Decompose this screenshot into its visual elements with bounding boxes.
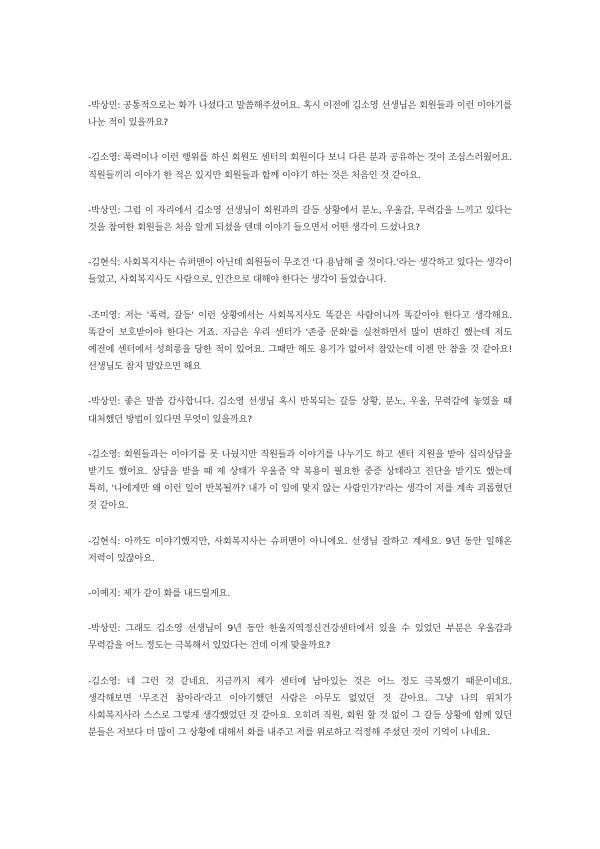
transcript-paragraph: -박상민: 그래도 김소영 선생님이 9년 동안 한울지역정신건강센터에서 있을 수 있었던 부분은 우울감과 무력감을 어느 정도는 극복해서 있었다는 건데 이게 맞을까요? bbox=[88, 623, 512, 652]
transcript-paragraph: -김소영: 네 그런 것 같네요. 지금까지 제가 센터에 남아있는 것은 어느 정도 극복했기 때문이네요. 생각해보면 '무조건 참아라'라고 이야기했던 사람은 아무도 없었던 것 같아요. 그냥 나의 위치가 사회복지사라 스스로 그렇게 생각했었던 것 같아요. 오히려 직원, 회원 할 것 없이 그 갈등 상황에 함께 있던 분들은 저보다 더 많이 그 상황에 대해서 화를 내주고 저를 위로하고 걱정해 주셨던 것이 기억이 나네요. bbox=[88, 675, 512, 739]
transcript-paragraph: -김현식: 아까도 이야기했지만, 사회복지사는 슈퍼맨이 아니에요. 선생님 잘하고 계세요. 9년 동안 일해온 저력이 있잖아요. bbox=[88, 535, 512, 564]
transcript-paragraph: -김소영: 폭력이나 이런 행위를 하신 회원도 센터의 회원이다 보니 다른 분과 공유하는 것이 조심스러웠어요. 직원들끼리 이야기 한 적은 있지만 회원들과 함께 이야기 하는 것은 처음인 것 같아요. bbox=[88, 152, 512, 181]
transcript-paragraph: -이예지: 제가 같이 화를 내드릴게요. bbox=[88, 588, 231, 600]
transcript-paragraph: -박상민: 공통적으로는 화가 나셨다고 말씀해주셨어요. 혹시 이전에 김소영 선생님은 회원들과 이런 이야기를 나눈 적이 있을까요? bbox=[88, 100, 512, 129]
transcript-body bbox=[88, 97, 512, 759]
transcript-paragraph: -박상민: 그럼 이 자리에서 김소영 선생님이 회원과의 갈등 상황에서 분노, 우울감, 무력감을 느끼고 있다는 것을 참여한 회원들은 처음 알게 되셨을 텐데 이야기 들으면서 어떤 생각이 드셨나요? bbox=[88, 204, 512, 234]
transcript-paragraph: -조미영: 저는 '폭력, 갈등' 이런 상황에서는 사회복지사도 똑같은 사람이니까 똑같아야 한다고 생각해요. 똑같이 보호받아야 한다는 거죠. 지금은 우리 센터가 '존중 문화'를 실천하면서 많이 변하긴 했는데 저도 예전에 센터에서 성희롱을 당한 적이 있어요. 그때만 해도 용기가 없어서 참았는데 이젠 안 참을 것 같아요! 선생님도 참지 말았으면 해요 bbox=[88, 309, 512, 373]
transcript-paragraph: -김소영: 회원들과는 이야기를 못 나눴지만 직원들과 이야기를 나누기도 하고 센터 지원을 받아 심리상담을 받기도 했어요. 상담을 받을 때 제 상태가 우울증 약 복용이 필요한 중증 상태라고 진단을 받기도 했는데 특히, '나에게만 왜 이런 일이 반복될까? 내가 이 일에 맞지 않는 사람인가?'라는 생각이 저를 계속 괴롭혔던 것 같아요. bbox=[88, 448, 512, 512]
transcript-paragraph: -박상민: 좋은 말씀 감사합니다. 김소영 선생님 혹시 반복되는 갈등 상황, 분노, 우울, 무력감에 놓였을 때 대처했던 방법이 있다면 무엇이 있을까요? bbox=[88, 396, 512, 425]
transcript-paragraph: -김현식: 사회복지사는 슈퍼맨이 아닌데 회원들이 무조건 '다 용납해 줄 것이다.'라는 생각하고 있다는 생각이 들었고, 사회복지사도 사람으로, 인간으로 대해야 한다는 생각이 들었습니다. bbox=[88, 257, 512, 286]
